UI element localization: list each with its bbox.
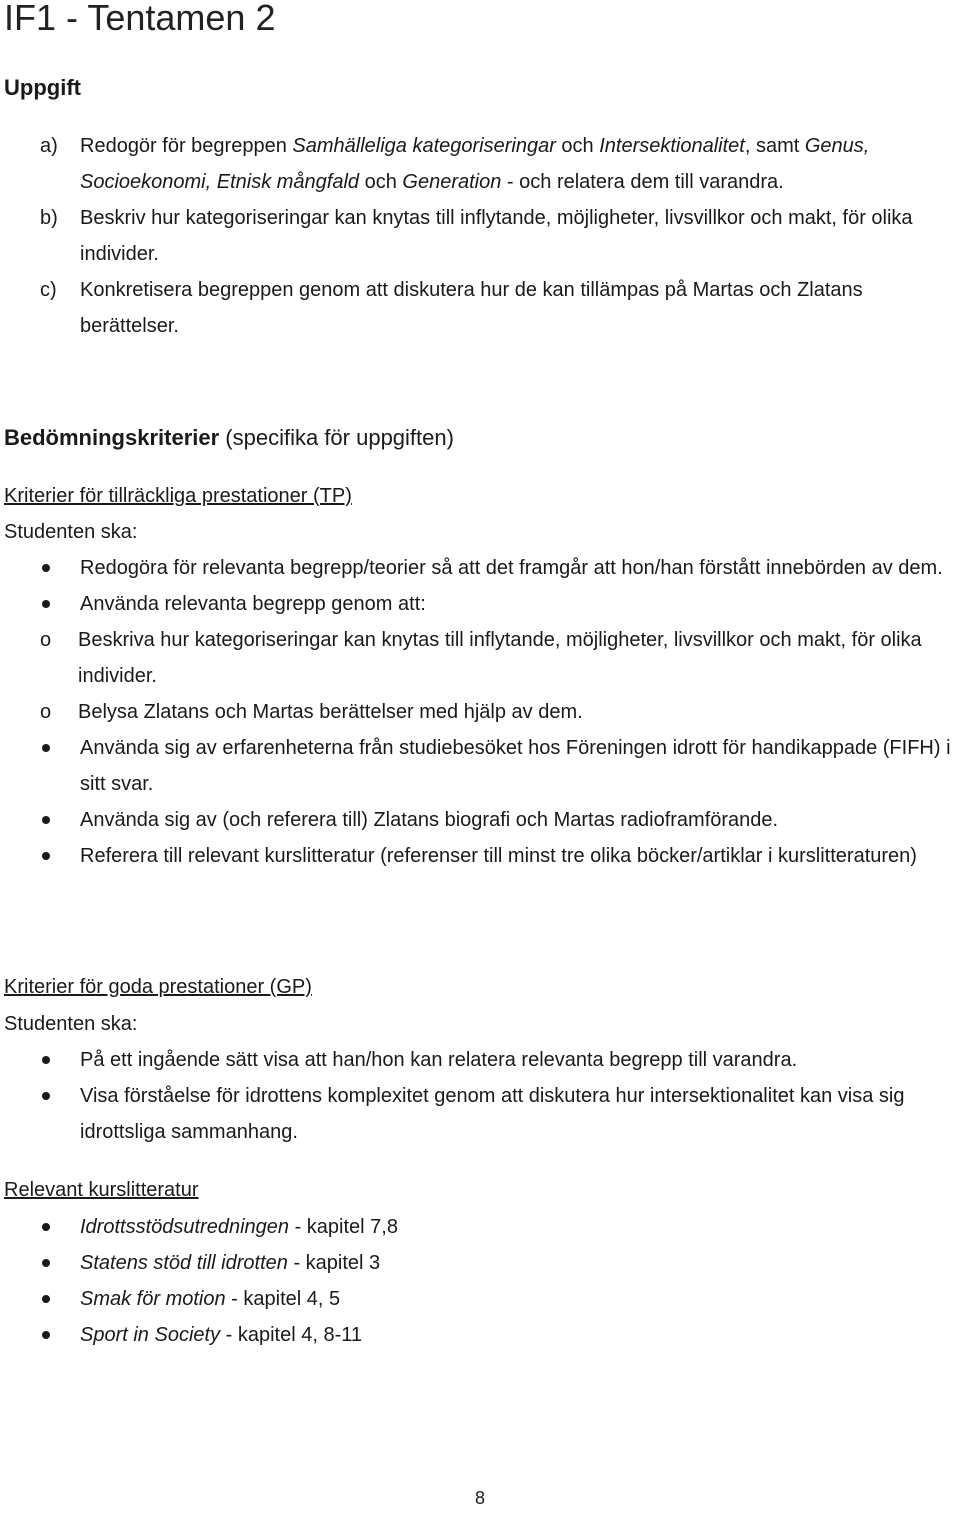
task-list (40, 128, 945, 344)
task-item-marker: b) (40, 207, 58, 229)
task-item (40, 128, 945, 200)
tp-sub-criterion-text: Belysa Zlatans och Martas berättelser med hjälp av dem. (78, 701, 583, 723)
literature-item (40, 1281, 960, 1317)
sub-bullet-marker: o (40, 629, 52, 651)
tp-student-must: Studenten ska: (4, 521, 138, 543)
sub-bullet-marker: o (40, 701, 52, 723)
tp-criterion (40, 838, 960, 874)
criteria-heading (4, 420, 454, 456)
tp-criteria-list (40, 550, 960, 874)
literature-item (40, 1245, 960, 1281)
tp-criterion-text: Referera till relevant kurslitteratur (referenser till minst tre olika böcker/artiklar i kurslitteraturen) (80, 845, 917, 867)
bullet-icon (42, 816, 50, 824)
criteria-heading-bold: Bedömningskriterier (4, 425, 220, 450)
bullet-icon (42, 600, 50, 608)
task-term: Genus, Socioekonomi, Etnisk mångfald (80, 135, 870, 193)
tp-criterion (40, 550, 960, 586)
bullet-icon (42, 1259, 50, 1267)
task-text-segment: Konkretisera begreppen genom att diskutera hur de kan tillämpas på Martas och Zlatans berättelser. (80, 279, 863, 337)
criteria-heading-rest: (specifika för uppgiften) (219, 425, 454, 450)
literature-section-title: Relevant kurslitteratur (4, 1179, 199, 1201)
gp-criterion-text: Visa förståelse för idrottens komplexitet genom att diskutera hur intersektionalitet kan visa sig idrottsliga sammanhang. (80, 1085, 905, 1143)
task-term: Intersektionalitet (599, 135, 745, 157)
task-item (40, 200, 945, 272)
gp-section-title: Kriterier för goda prestationer (GP) (4, 976, 312, 998)
task-text-segment: , samt (744, 135, 805, 157)
literature-list (40, 1209, 960, 1353)
bullet-icon (42, 564, 50, 572)
task-term: Samhälleliga kategoriseringar (292, 135, 556, 157)
tp-criterion (40, 586, 960, 622)
task-item-text (80, 279, 863, 337)
tp-section-title: Kriterier för tillräckliga prestationer (TP) (4, 485, 352, 507)
gp-criterion (40, 1078, 960, 1150)
bullet-icon (42, 1092, 50, 1100)
bullet-icon (42, 1331, 50, 1339)
gp-criteria-list (40, 1042, 960, 1150)
task-item-text (80, 207, 913, 265)
literature-chapters: - kapitel 4, 5 (225, 1288, 341, 1310)
gp-criterion-text: På ett ingående sätt visa att han/hon kan relatera relevanta begrepp till varandra. (80, 1049, 798, 1071)
tp-criterion-text: Använda sig av (och referera till) Zlatans biografi och Martas radioframförande. (80, 809, 779, 831)
tp-sub-criterion-text: Beskriva hur kategoriseringar kan knytas till inflytande, möjligheter, livsvillkor och makt, för olika individer. (78, 629, 922, 687)
task-text-segment: - och relatera dem till varandra. (501, 171, 784, 193)
literature-chapters: - kapitel 4, 8-11 (220, 1324, 363, 1346)
literature-book-title: Sport in Society (80, 1324, 221, 1346)
gp-student-must: Studenten ska: (4, 1013, 138, 1035)
literature-book-title: Idrottsstödsutredningen (80, 1216, 290, 1238)
bullet-icon (42, 1223, 50, 1231)
literature-item (40, 1317, 960, 1353)
task-text-segment: och (359, 171, 403, 193)
gp-criterion (40, 1042, 960, 1078)
task-heading: Uppgift (4, 75, 81, 100)
bullet-icon (42, 744, 50, 752)
tp-criterion-text: Redogöra för relevanta begrepp/teorier så att det framgår att hon/han förstått innebörden av dem. (80, 557, 943, 579)
tp-sub-criterion (0, 622, 960, 694)
bullet-icon (42, 1295, 50, 1303)
tp-criterion-text: Använda sig av erfarenheterna från studiebesöket hos Föreningen idrott för handikappade (FIFH) i sitt svar. (80, 737, 951, 795)
task-item-marker: a) (40, 135, 58, 157)
page-title: IF1 - Tentamen 2 (4, 0, 276, 38)
literature-chapters: - kapitel 3 (287, 1252, 381, 1274)
task-item-text (80, 135, 869, 193)
tp-criterion-text: Använda relevanta begrepp genom att: (80, 593, 426, 615)
task-text-segment: Redogör för begreppen (80, 135, 293, 157)
literature-chapters: - kapitel 7,8 (289, 1216, 398, 1238)
page-number: 8 (474, 1488, 485, 1508)
tp-criterion (40, 730, 960, 802)
task-term: Generation (402, 171, 502, 193)
task-item (40, 272, 945, 344)
task-text-segment: och (555, 135, 600, 157)
task-item-marker: c) (40, 279, 57, 301)
tp-criterion (40, 802, 960, 838)
literature-item (40, 1209, 960, 1245)
bullet-icon (42, 852, 50, 860)
bullet-icon (42, 1056, 50, 1064)
tp-sub-criterion (0, 694, 960, 730)
task-text-segment: Beskriv hur kategoriseringar kan knytas till inflytande, möjligheter, livsvillkor och makt, för olika individer. (80, 207, 913, 265)
literature-book-title: Smak för motion (80, 1288, 226, 1310)
literature-book-title: Statens stöd till idrotten (80, 1252, 288, 1274)
